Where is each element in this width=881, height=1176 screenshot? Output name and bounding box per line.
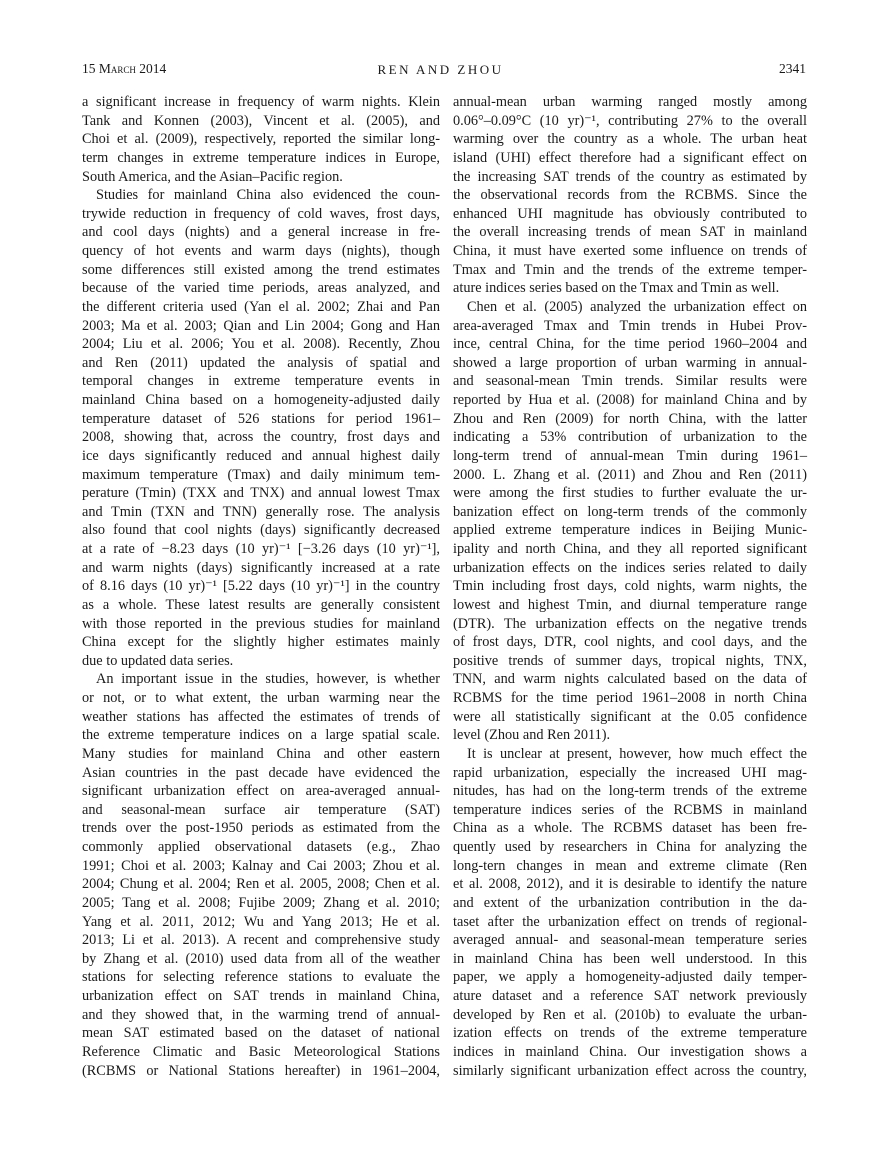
text-line: paper, we apply a homogeneity-adjusted daily temper- <box>453 969 807 986</box>
text-line: in mainland China has been well understood. In this <box>453 950 807 967</box>
text-line: and cool days (nights) and a general increase in fre- <box>82 224 440 241</box>
paragraph <box>453 745 807 1080</box>
text-line: similarly significant urbanization effect across the country, <box>453 1062 807 1079</box>
text-line: Yang et al. 2011, 2012; Wu and Yang 2013; He et al. <box>82 913 440 930</box>
text-line: ature indices series based on the Tmax and Tmin as well. <box>453 280 780 297</box>
text-line: of frost days, DTR, cool nights, and cool days, and the <box>453 634 807 651</box>
text-line: It is unclear at present, however, how much effect the <box>467 745 807 762</box>
text-line: 2013; Li et al. 2013). A recent and comprehensive study <box>82 932 440 949</box>
text-line: Studies for mainland China also evidenced the coun- <box>96 187 440 204</box>
text-line: (DTR). The urbanization effects on the negative trends <box>453 615 807 632</box>
text-line: ice days significantly reduced and annual highest daily <box>82 447 440 464</box>
text-line: rapid urbanization, especially the increased UHI mag- <box>453 764 807 781</box>
text-line: mean SAT estimated based on the dataset of national <box>82 1025 440 1042</box>
text-line: at a rate of −8.23 days (10 yr)⁻¹ [−3.26 days (10 yr)⁻¹], <box>82 541 440 557</box>
text-line: trywide reduction in frequency of cold waves, frost days, <box>82 205 440 222</box>
text-line: 2004; Liu et al. 2006; You et al. 2008). Recently, Zhou <box>82 336 440 353</box>
text-line: 2005; Tang et al. 2008; Fujibe 2009; Zhang et al. 2010; <box>82 894 440 911</box>
running-title: REN AND ZHOU <box>377 62 504 77</box>
text-line: because of the varied time periods, areas analyzed, and <box>82 280 440 297</box>
text-line: the extreme temperature indices on a large spatial scale. <box>82 727 440 744</box>
page-number: 2341 <box>779 61 806 76</box>
text-line: urbanization effect on SAT trends in mainland China, <box>82 988 440 1004</box>
text-line: Tank and Konnen (2003), Vincent et al. (2005), and <box>82 112 440 129</box>
text-line: urbanization effects on the indices series related to daily <box>453 559 807 576</box>
text-line: 2008, showing that, across the country, frost days and <box>82 429 440 446</box>
text-line: Asian countries in the past decade have evidenced the <box>82 764 440 781</box>
text-line: ipality and north China, and they all reported significant <box>453 541 807 557</box>
text-line: China as a whole. The RCBMS dataset has been fre- <box>453 820 807 837</box>
text-line: significant urbanization effect on area-averaged annual- <box>82 783 440 800</box>
text-line: and extent of the urbanization contribution in the da- <box>453 894 807 911</box>
text-line: commonly applied observational datasets (e.g., Zhao <box>82 839 440 855</box>
text-line: taset after the urbanization effect on trends of regional- <box>453 913 807 930</box>
text-line: Choi et al. (2009), respectively, reported the similar long- <box>82 131 440 148</box>
text-line: as a whole. These latest results are generally consistent <box>82 596 440 613</box>
text-line: and seasonal-mean Tmin trends. Similar results were <box>453 373 807 390</box>
text-line: nitudes, has had on the long-term trends of the extreme <box>453 783 807 800</box>
text-line: Many studies for mainland China and other eastern <box>82 745 440 762</box>
text-line: some differences still existed among the trend estimates <box>82 261 440 278</box>
text-line: Zhou and Ren (2009) for north China, with the latter <box>453 410 807 427</box>
text-line: long-tern changes in mean and extreme climate (Ren <box>453 857 807 874</box>
paragraph <box>453 93 807 298</box>
text-line: 0.06°–0.09°C (10 yr)⁻¹, contributing 27% to the overall <box>453 112 807 129</box>
text-line: China, it must have exerted some influence on trends of <box>453 243 807 259</box>
text-line: area-averaged Tmax and Tmin trends in Hubei Prov- <box>453 317 807 334</box>
text-line: term changes in extreme temperature indices in Europe, <box>82 149 440 166</box>
text-line: and Ren (2011) updated the analysis of spatial and <box>82 354 440 371</box>
text-line: ature dataset and a reference SAT network previously <box>453 988 807 1004</box>
text-line: RCBMS for the time period 1961–2008 in north China <box>453 690 807 706</box>
text-line: due to updated data series. <box>82 652 234 669</box>
text-line: perature (Tmin) (TXX and TNX) and annual lowest Tmax <box>82 485 440 502</box>
text-line: applied extreme temperature indices in Beijing Munic- <box>453 522 807 539</box>
text-line: island (UHI) effect therefore had a significant effect on <box>453 149 807 166</box>
text-line: enhanced UHI magnitude has obviously contributed to <box>453 205 807 222</box>
text-line: Tmin including frost days, cold nights, warm nights, the <box>453 578 807 595</box>
text-line: also found that cool nights (days) significantly decreased <box>82 522 440 539</box>
text-line: mainland China based on a homogeneity-adjusted daily <box>82 392 440 408</box>
text-line: 2004; Chung et al. 2004; Ren et al. 2005, 2008; Chen et al. <box>82 876 440 893</box>
text-line: and warm nights (days) significantly increased at a rate <box>82 559 440 576</box>
text-line: positive trends of summer days, tropical nights, TNX, <box>453 652 807 669</box>
text-line: 2003; Ma et al. 2003; Qian and Lin 2004; Gong and Han <box>82 317 440 334</box>
text-line: indices in mainland China. Our investigation shows a <box>453 1043 807 1060</box>
text-line: temporal changes in extreme temperature events in <box>82 373 440 390</box>
text-line: TNN, and warm nights calculated based on the data of <box>453 671 807 688</box>
text-line: and they showed that, in the warming trend of annual- <box>82 1006 440 1023</box>
paragraph <box>453 298 807 745</box>
text-line: ince, central China, for the time period 1960–2004 and <box>453 336 807 353</box>
paragraph <box>82 93 440 186</box>
text-line: or not, or to what extent, the urban warming near the <box>82 690 440 706</box>
text-line: developed by Ren et al. (2010b) to evaluate the urban- <box>453 1006 807 1023</box>
text-line: lowest and highest Tmin, and diurnal temperature range <box>453 596 807 613</box>
text-line: long-term trend of annual-mean Tmin during 1961– <box>453 447 807 464</box>
text-line: by Zhang et al. (2010) used data from all of the weather <box>82 950 440 967</box>
text-line: with those reported in the previous studies for mainland <box>82 615 440 632</box>
text-line: warming over the country as a whole. The urban heat <box>453 131 807 148</box>
text-line: trends over the post-1950 periods as estimated from the <box>82 820 440 837</box>
text-line: showed a large proportion of urban warming in annual- <box>453 354 807 371</box>
text-line: the observational records from the RCBMS. Since the <box>453 187 807 204</box>
left-column <box>82 93 440 1080</box>
text-line: quently used by researchers in China for analyzing the <box>453 839 807 855</box>
text-line: level (Zhou and Ren 2011). <box>453 727 611 744</box>
text-line: the different criteria used (Yan el al. 2002; Zhai and Pan <box>82 298 440 315</box>
text-line: quency of hot events and warm days (nights), though <box>82 243 440 259</box>
text-line: maximum temperature (Tmax) and daily minimum tem- <box>82 466 440 483</box>
text-line: Chen et al. (2005) analyzed the urbanization effect on <box>467 298 807 315</box>
text-line: An important issue in the studies, however, is whether <box>96 671 440 688</box>
text-line: and Tmin (TXN and TNN) generally rose. The analysis <box>82 503 440 520</box>
text-line: stations for selecting reference stations to evaluate the <box>82 969 440 986</box>
text-line: et al. 2008, 2012), and it is desirable to identify the nature <box>453 876 807 893</box>
text-line: Tmax and Tmin and the trends of the extreme temper- <box>453 261 807 278</box>
text-line: averaged annual- and seasonal-mean temperature series <box>453 932 807 949</box>
text-line: China except for the slightly higher estimates mainly <box>82 634 440 651</box>
text-line: annual-mean urban warming ranged mostly among <box>453 94 807 110</box>
text-line: (RCBMS or National Stations hereafter) in 1961–2004, <box>82 1062 440 1079</box>
text-line: banization effect on long-term trends of the commonly <box>453 503 807 520</box>
text-line: temperature dataset of 526 stations for period 1961– <box>82 410 440 427</box>
text-line: were all statistically significant at the 0.05 confidence <box>453 708 807 725</box>
text-line: the overall increasing trends of mean SAT in mainland <box>453 224 807 241</box>
text-line: were among the first studies to further evaluate the ur- <box>453 485 807 502</box>
text-line: 2000. L. Zhang et al. (2011) and Zhou and Ren (2011) <box>453 466 807 483</box>
paragraph <box>82 670 440 1080</box>
text-line: of 8.16 days (10 yr)⁻¹ [5.22 days (10 yr)⁻¹] in the country <box>82 578 440 595</box>
header-date: 15 March 2014 <box>82 61 167 76</box>
text-line: 1991; Choi et al. 2003; Kalnay and Cai 2003; Zhou et al. <box>82 857 440 874</box>
paragraph <box>82 186 440 670</box>
text-line: and seasonal-mean surface air temperature (SAT) <box>82 801 440 818</box>
text-line: Reference Climatic and Basic Meteorological Stations <box>82 1043 440 1060</box>
text-line: weather stations has affected the estimates of trends of <box>82 708 440 725</box>
text-line: South America, and the Asian–Pacific region. <box>82 168 343 185</box>
text-line: ization effects on trends of the extreme temperature <box>453 1025 807 1042</box>
text-line: a significant increase in frequency of warm nights. Klein <box>82 94 440 110</box>
text-line: indicating a 53% contribution of urbanization to the <box>453 429 807 446</box>
right-column <box>453 93 807 1080</box>
text-line: reported by Hua et al. (2008) for mainland China and by <box>453 392 807 408</box>
text-line: temperature indices series of the RCBMS in mainland <box>453 801 807 818</box>
text-line: the increasing SAT trends of the country as estimated by <box>453 168 807 185</box>
